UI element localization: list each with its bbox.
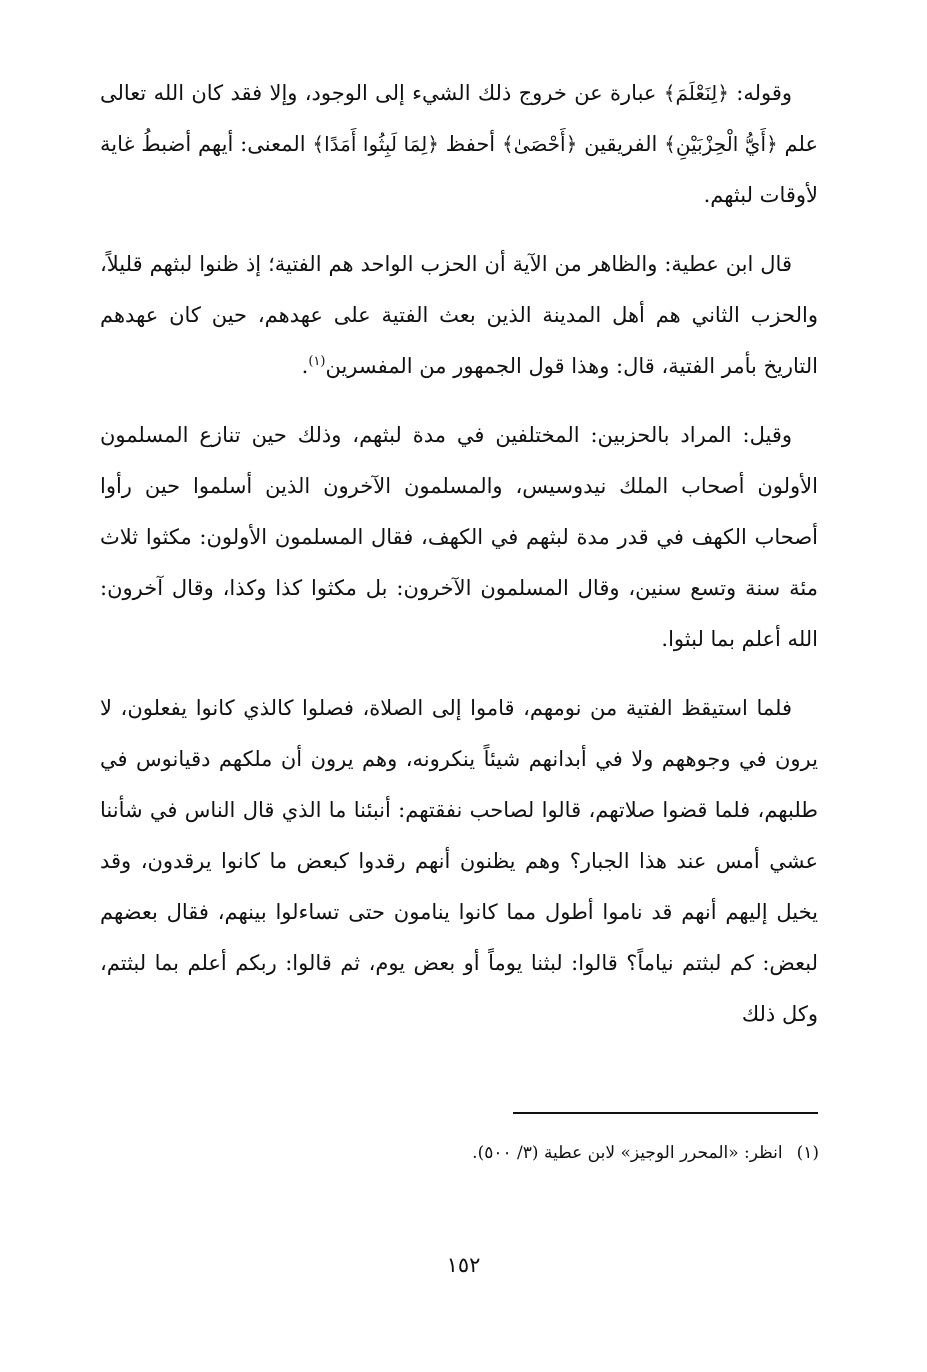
paragraph-1-text: أحفظ [438, 132, 502, 156]
paragraph-1 [100, 68, 818, 221]
paragraph-2-text: قال ابن عطية: والظاهر من الآية أن الحزب الواحد هم الفتية؛ إذ ظنوا لبثهم قليلاً، والحزب الثاني هم أهل المدينة الذين بعث الفتية على عهدهم، حين كان عهدهم التاريخ بأمر الفتية، قال: وهذا قول الجمهور من المفسرين [100, 252, 818, 378]
paragraph-2 [100, 239, 818, 392]
quran-quote: ﴿لِنَعْلَمَ﴾ [663, 81, 729, 105]
page-number: ١٥٢ [446, 1253, 481, 1277]
quran-quote: ﴿أَحْصَىٰ﴾ [501, 132, 578, 156]
footnote [119, 1138, 819, 1168]
paragraph-4 [100, 683, 818, 1040]
quran-quote: ﴿لِمَا لَبِثُوا أَمَدًا﴾ [312, 132, 439, 156]
paragraph-1-text: الفريقين [577, 132, 665, 156]
paragraph-3 [100, 410, 818, 665]
paragraph-3-text: وقيل: المراد بالحزبين: المختلفين في مدة لبثهم، وذلك حين تنازع المسلمون الأولون أصحاب الملك نيدوسيس، والمسلمون الآخرون الذين أسلموا حين رأوا أصحاب الكهف في قدر مدة لبثهم في الكهف، فقال المسلمون الأولون: مكثوا ثلاث مئة سنة وتسع سنين، وقال المسلمون الآخرون: بل مكثوا كذا وكذا، وقال آخرون: الله أعلم بما لبثوا. [100, 423, 818, 651]
paragraph-2-period: . [301, 354, 309, 378]
paragraph-4-text: فلما استيقظ الفتية من نومهم، قاموا إلى الصلاة، فصلوا كالذي كانوا يفعلون، لا يرون في وجوههم ولا في أبدانهم شيئاً ينكرونه، وهم يرون أن ملكهم دقيانوس في طلبهم، فلما قضوا صلاتهم، قالوا لصاحب نفقتهم: أنبئنا ما الذي قال الناس في شأننا عشي أمس عند هذا الجبار؟ وهم يظنون أنهم رقدوا كبعض ما كانوا يرقدون، وقد يخيل إليهم أنهم قد ناموا أطول مما كانوا ينامون حتى تساءلوا بينهم، فقال بعضهم لبعض: كم لبثتم نياماً؟ قالوا: لبثنا يوماً أو بعض يوم، ثم قالوا: ربكم أعلم بما لبثتم، وكل ذلك [100, 696, 818, 1026]
paragraph-1-text-start: وقوله: [728, 81, 793, 105]
footnote-reference[interactable]: (١) [308, 354, 326, 369]
body-text [100, 68, 818, 1058]
footnote-text: انظر: «المحرر الوجيز» لابن عطية (٣/ ٥٠٠). [472, 1143, 783, 1163]
quran-quote: ﴿أَيُّ الْحِزْبَيْنِ﴾ [664, 132, 778, 156]
paragraph-1-text: عبارة عن خروج ذلك الشيء إلى الوجود، وإلا فقد كان الله تعالى علم [100, 81, 818, 156]
footnote-divider [513, 1112, 818, 1114]
footnote-number: (١) [796, 1143, 819, 1163]
paragraph-1-text-end: المعنى: أيهم أضبطُ غاية لأوقات لبثهم. [100, 132, 818, 207]
